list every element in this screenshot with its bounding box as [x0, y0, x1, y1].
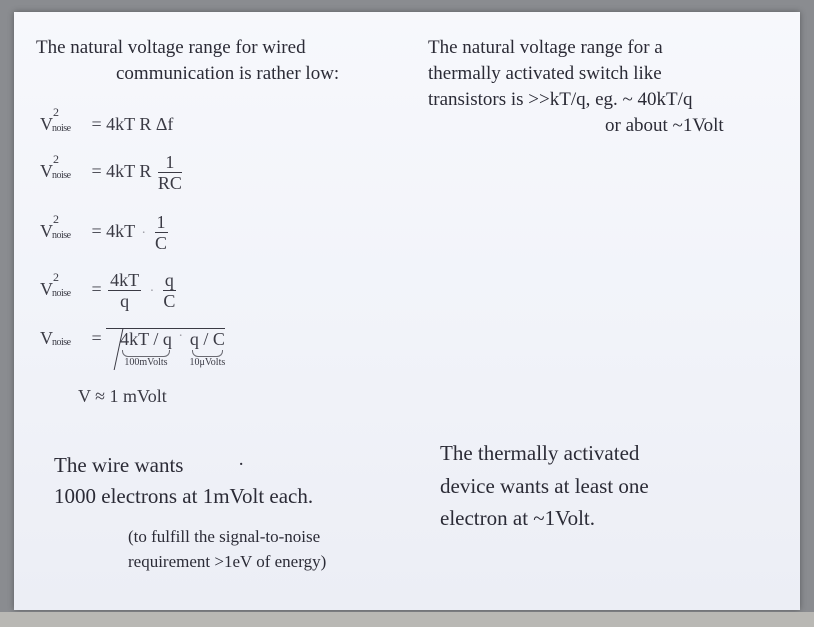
right-footer-line3: electron at ~1Volt. [440, 506, 596, 530]
left-header-line1: The natural voltage range for wired [36, 37, 306, 58]
equation-noise-delta-f: V 2 noise = 4kT R Δf [40, 105, 174, 134]
left-footer-note1: (to fulfill the signal-to-noise [128, 527, 321, 546]
equation-noise-rc: V 2 noise = 4kT R $\frac{1}{RC}$ [40, 151, 182, 193]
right-footer-line1: The thermally activated [440, 441, 640, 465]
result-approx: V ≈ 1 mVolt [78, 386, 167, 406]
right-header-line3: transistors is >>kT/q, eg. ~ 40kT/q [428, 89, 693, 110]
projection-bottom-edge [0, 612, 814, 627]
right-header-line4: or about ~1Volt [605, 115, 724, 136]
equation-noise-c: V 2 noise = 4kT · $\frac{1}{C}$ [40, 211, 167, 253]
left-footer-note2: requirement >1eV of energy) [128, 552, 327, 571]
left-header-line2: communication is rather low: [116, 63, 340, 84]
left-footer-bullet: · [238, 454, 245, 475]
right-header-line1: The natural voltage range for a [428, 37, 663, 58]
left-footer-line1: The wire wants [54, 453, 184, 477]
equation-noise-q: V 2 noise = $\frac{4kT}{q}$ · $\frac{q}{C}$ [40, 269, 176, 311]
equation-noise-sqrt: V noise = 4kT / q 100mVolts · q / C 10μVolts [40, 328, 226, 368]
right-footer-line2: device wants at least one [440, 474, 649, 498]
left-footer-line2: 1000 electrons at 1mVolt each. [54, 484, 314, 508]
right-header-line2: thermally activated switch like [428, 63, 662, 84]
